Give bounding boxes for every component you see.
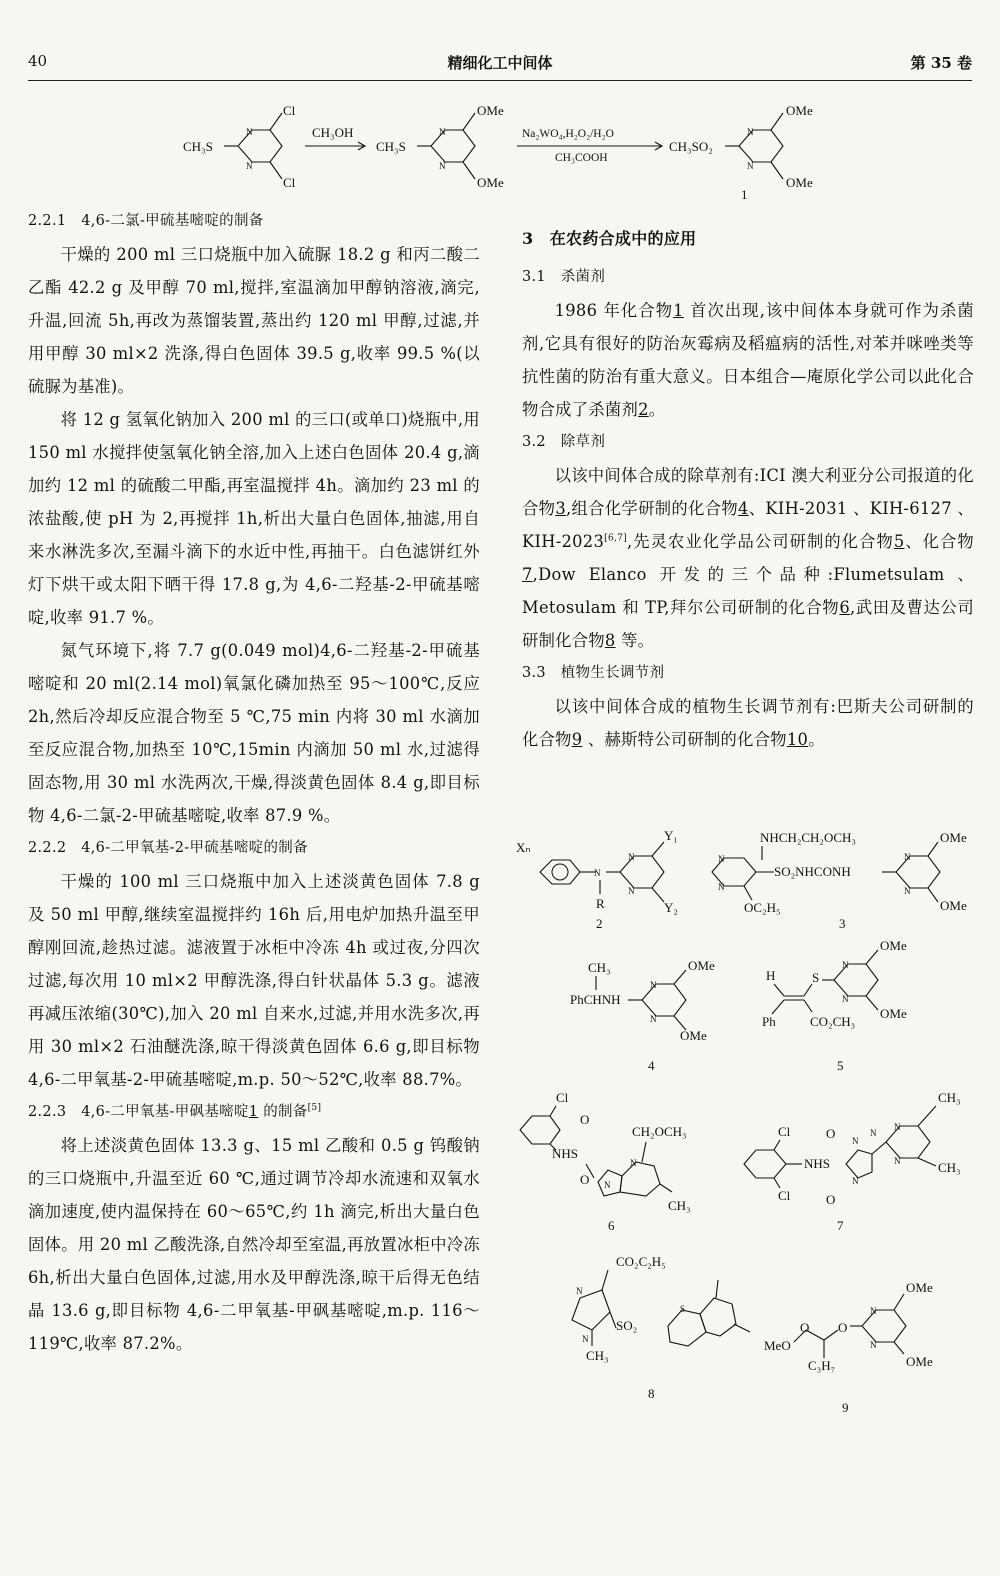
svg-text:OMe: OMe: [477, 175, 504, 190]
svg-text:OMe: OMe: [940, 898, 967, 913]
scheme-molecule-a: [183, 103, 296, 190]
svg-text:N: N: [246, 161, 253, 171]
svg-text:Y₁: Y₁: [664, 828, 678, 843]
volume-label: 第 35 卷: [910, 54, 972, 72]
svg-text:N: N: [852, 1176, 859, 1186]
compound-label-1: 1: [741, 187, 748, 202]
structure-5: [762, 938, 907, 1073]
svg-text:N: N: [718, 882, 725, 892]
structure-4: [570, 958, 715, 1073]
svg-text:O: O: [580, 1112, 590, 1127]
svg-text:CO₂C₂H₅: CO₂C₂H₅: [616, 1254, 666, 1269]
compound-label-3: 3: [839, 916, 846, 931]
svg-text:OMe: OMe: [880, 1006, 907, 1021]
svg-text:MeO: MeO: [764, 1338, 791, 1353]
svg-text:CH₃: CH₃: [586, 1348, 609, 1363]
svg-text:OC₂H₅: OC₂H₅: [744, 900, 781, 915]
svg-text:O: O: [826, 1126, 836, 1141]
section-3-1-heading: 3.1 杀菌剂: [522, 269, 606, 285]
structure-9: [764, 1280, 933, 1415]
compound-label-5: 5: [837, 1058, 844, 1073]
svg-text:Na₂WO₄,H₂O₂/H₂O: Na₂WO₄,H₂O₂/H₂O: [522, 128, 614, 140]
section-3-3-paragraph: 以该中间体合成的植物生长调节剂有:巴斯夫公司研制的化合物9 、赫斯特公司研制的化合物10。: [522, 697, 974, 749]
section-3-2-heading: 3.2 除草剂: [522, 434, 606, 450]
section-2-2-1-paragraph-2: 将 12 g 氢氧化钠加入 200 ml 的三口(或单口)烧瓶中,用 150 ml 水搅拌使氢氧化钠全溶,加入上述白色固体 20.4 g,滴加约 12 ml 的硫酸二甲酯,再室温搅拌 4h。滴加约 23 ml 的浓盐酸,使 pH 为 2,再搅拌 1h,析出大量白色固体,抽滤,用自来水淋洗多次,至漏斗滴下的水近中性,再抽干。白色滤饼红外灯下烘干或太阳下晒干得 17.8 g,为 4,6-二羟基-2-甲硫基嘧啶,收率 91.7 %。: [28, 410, 480, 627]
svg-text:SO₂NHCONH: SO₂NHCONH: [774, 864, 851, 879]
right-column: [522, 222, 974, 756]
svg-text:CH₃S: CH₃S: [183, 139, 213, 154]
reaction-scheme: [0, 95, 1000, 205]
svg-text:Y₂: Y₂: [664, 900, 678, 915]
svg-text:PhCHNH: PhCHNH: [570, 992, 621, 1007]
page-number: 40: [28, 52, 48, 70]
svg-text:N: N: [718, 854, 725, 864]
svg-text:N: N: [630, 1158, 637, 1168]
svg-text:Xₙ: Xₙ: [516, 840, 531, 855]
svg-text:N: N: [604, 1180, 611, 1190]
section-2-2-3-paragraph-1: 将上述淡黄色固体 13.3 g、15 ml 乙酸和 0.5 g 钨酸钠的三口烧瓶中,升温至近 60 ℃,通过调节冷却水流速和双氧水滴加速度,使内温保持在 60～65℃,约 1h 滴完,析出大量白色固体。用 20 ml 乙酸洗涤,自然冷却至室温,再放置冰柜中冷冻 6h,析出大量白色固体,过滤,用水及甲醇洗涤,晾干后得无色结晶 13.6 g,即目标物 4,6-二甲氧基-甲砜基嘧啶,m.p. 116～119℃,收率 87.2%。: [28, 1136, 480, 1353]
compound-label-6: 6: [608, 1218, 615, 1233]
svg-text:Ph: Ph: [762, 1014, 776, 1029]
svg-text:CH₃: CH₃: [938, 1090, 961, 1105]
journal-title: 精细化工中间体: [447, 54, 553, 72]
svg-text:OMe: OMe: [786, 175, 813, 190]
svg-text:CH₃: CH₃: [668, 1198, 691, 1213]
compound-ref: 1: [248, 1104, 259, 1120]
section-3-heading: 3 在农药合成中的应用: [522, 229, 697, 248]
svg-text:Cl: Cl: [778, 1188, 791, 1203]
svg-text:N: N: [747, 127, 754, 137]
svg-text:OMe: OMe: [906, 1280, 933, 1295]
structure-6: [520, 1090, 691, 1233]
svg-text:N: N: [246, 127, 253, 137]
svg-text:N: N: [582, 1334, 589, 1344]
scheme-molecule-b: [376, 103, 504, 190]
svg-text:N: N: [842, 960, 849, 970]
svg-text:N: N: [852, 1136, 859, 1146]
header-rule: [28, 80, 972, 81]
svg-text:R: R: [596, 896, 605, 911]
page-header: [28, 52, 972, 76]
section-3-3-heading: 3.3 植物生长调节剂: [522, 665, 665, 681]
svg-text:O: O: [800, 1320, 810, 1335]
section-2-2-1-heading: 2.2.1 4,6-二氯-甲硫基嘧啶的制备: [28, 213, 264, 229]
compound-label-2: 2: [596, 916, 603, 931]
structure-8: [572, 1254, 750, 1401]
structure-7: [744, 1090, 961, 1233]
svg-text:CH₃COOH: CH₃COOH: [555, 152, 608, 164]
section-2-2-2-paragraph-1: 干燥的 100 ml 三口烧瓶中加入上述淡黄色固体 7.8 g 及 50 ml 甲醇,继续室温搅拌约 16h 后,用电炉加热升温至甲醇刚回流,趁热过滤。滤液置于冰柜中冷冻 4h 或过夜,分四次过滤,每次用 10 ml×2 甲醇洗涤,得白针状晶体 5.3 g。滤液再减压浓缩(30℃),加入 20 ml 自来水,过滤,并用水洗多次,再用 30 ml×2 石油醚洗涤,晾干得淡黄色固体 6.6 g,即目标物 4,6-二甲氧基-2-甲硫基嘧啶,m.p. 50～52℃,收率 88.7%。: [28, 872, 480, 1089]
svg-text:N: N: [628, 852, 635, 862]
svg-text:CH₃: CH₃: [938, 1160, 961, 1175]
section-3-2-paragraph: 以该中间体合成的除草剂有:ICI 澳大利亚分公司报道的化合物3,组合化学研制的化合物4、KIH-2031 、KIH-6127 、KIH-2023[6,7],先灵农业化学品公司研制的化合物5、化合物7,Dow Elanco 开发的三个品种:Flumetsulam 、 Metosulam 和 TP,拜尔公司研制的化合物6,武田及曹达公司研制化合物8 等。: [522, 466, 975, 650]
svg-text:CH₃OH: CH₃OH: [312, 125, 354, 140]
svg-text:N: N: [870, 1306, 877, 1316]
svg-text:O: O: [838, 1320, 848, 1335]
svg-text:CH₃: CH₃: [588, 960, 611, 975]
svg-text:N: N: [904, 852, 911, 862]
svg-text:O: O: [580, 1172, 590, 1187]
section-2-2-1-paragraph-1: 干燥的 200 ml 三口烧瓶中加入硫脲 18.2 g 和丙二酸二乙酯 42.2 g 及甲醇 70 ml,搅拌,室温滴加甲醇钠溶液,滴完,升温,回流 5h,再改为蒸馏装置,蒸出约 120 ml 甲醇,过滤,并用甲醇 30 ml×2 洗涤,得白色固体 39.5 g,收率 99.5 %(以硫脲为基准)。: [28, 245, 480, 396]
svg-text:NHS: NHS: [552, 1146, 579, 1161]
section-2-2-2-heading: 2.2.2 4,6-二甲氧基-2-甲硫基嘧啶的制备: [28, 840, 308, 856]
section-2-2-1-paragraph-3: 氮气环境下,将 7.7 g(0.049 mol)4,6-二羟基-2-甲硫基嘧啶和 20 ml(2.14 mol)氧氯化磷加热至 95～100℃,反应 2h,然后冷却反应混合物至 5 ℃,75 min 内将 30 ml 水滴加至反应混合物,加热至 10℃,15min 内滴加 50 ml 水,过滤得固态物,用 30 ml 水洗两次,干燥,得淡黄色固体 8.4 g,即目标物 4,6-二氯-2-甲硫基嘧啶,收率 87.9 %。: [28, 641, 480, 825]
svg-text:OMe: OMe: [940, 830, 967, 845]
svg-text:OMe: OMe: [477, 103, 504, 118]
citation: [5]: [307, 1103, 322, 1114]
section-3-1-paragraph: 1986 年化合物1 首次出现,该中间体本身就可作为杀菌剂,它具有很好的防治灰霉病及稻瘟病的活性,对苯并咪唑类等抗性菌的防治有重大意义。日本组合—庵原化学公司以此化合物合成了杀菌剂2。: [522, 301, 974, 419]
svg-text:N: N: [894, 1122, 901, 1132]
structure-2: [516, 828, 678, 931]
svg-text:N: N: [904, 886, 911, 896]
svg-text:CH₃S: CH₃S: [376, 139, 406, 154]
svg-text:CH₃SO₂: CH₃SO₂: [669, 139, 713, 154]
svg-text:Cl: Cl: [778, 1124, 791, 1139]
compound-label-7: 7: [837, 1218, 844, 1233]
svg-text:CH₂OCH₃: CH₂OCH₃: [632, 1124, 687, 1139]
svg-text:N: N: [650, 1014, 657, 1024]
svg-text:NHS: NHS: [804, 1156, 831, 1171]
svg-text:N: N: [842, 994, 849, 1004]
svg-text:OMe: OMe: [688, 958, 715, 973]
svg-text:OMe: OMe: [880, 938, 907, 953]
svg-text:S: S: [680, 1304, 686, 1314]
svg-text:Cl: Cl: [283, 175, 296, 190]
svg-text:N: N: [594, 868, 601, 878]
svg-text:N: N: [870, 1340, 877, 1350]
svg-text:SO₂: SO₂: [616, 1318, 638, 1333]
svg-text:NHCH₂CH₂OCH₃: NHCH₂CH₂OCH₃: [760, 830, 856, 845]
compound-label-9: 9: [842, 1400, 849, 1415]
compound-label-8: 8: [648, 1386, 655, 1401]
svg-text:O: O: [826, 1192, 836, 1207]
reaction-arrow-1: [305, 125, 365, 150]
svg-text:N: N: [747, 161, 754, 171]
svg-text:Cl: Cl: [556, 1090, 569, 1105]
svg-text:Cl: Cl: [283, 103, 296, 118]
svg-text:C₃H₇: C₃H₇: [808, 1358, 836, 1373]
svg-text:N: N: [894, 1156, 901, 1166]
svg-text:N: N: [439, 127, 446, 137]
svg-text:OMe: OMe: [680, 1028, 707, 1043]
svg-text:N: N: [650, 980, 657, 990]
left-column: [28, 205, 480, 1360]
section-2-2-3-heading: 2.2.3 4,6-二甲氧基-甲砜基嘧啶1 的制备[5]: [28, 1103, 322, 1120]
scheme-molecule-1: [669, 103, 813, 202]
reaction-arrow-2: [517, 128, 662, 164]
svg-text:N: N: [576, 1286, 583, 1296]
svg-text:OMe: OMe: [906, 1354, 933, 1369]
svg-text:N: N: [628, 886, 635, 896]
structures-figure: [512, 820, 982, 1430]
svg-text:CO₂CH₃: CO₂CH₃: [810, 1014, 856, 1029]
structure-3: [712, 830, 967, 931]
compound-label-4: 4: [648, 1058, 655, 1073]
svg-text:N: N: [439, 161, 446, 171]
svg-text:H: H: [766, 968, 776, 983]
svg-text:OMe: OMe: [786, 103, 813, 118]
svg-text:S: S: [812, 970, 820, 985]
svg-text:N: N: [870, 1128, 877, 1138]
